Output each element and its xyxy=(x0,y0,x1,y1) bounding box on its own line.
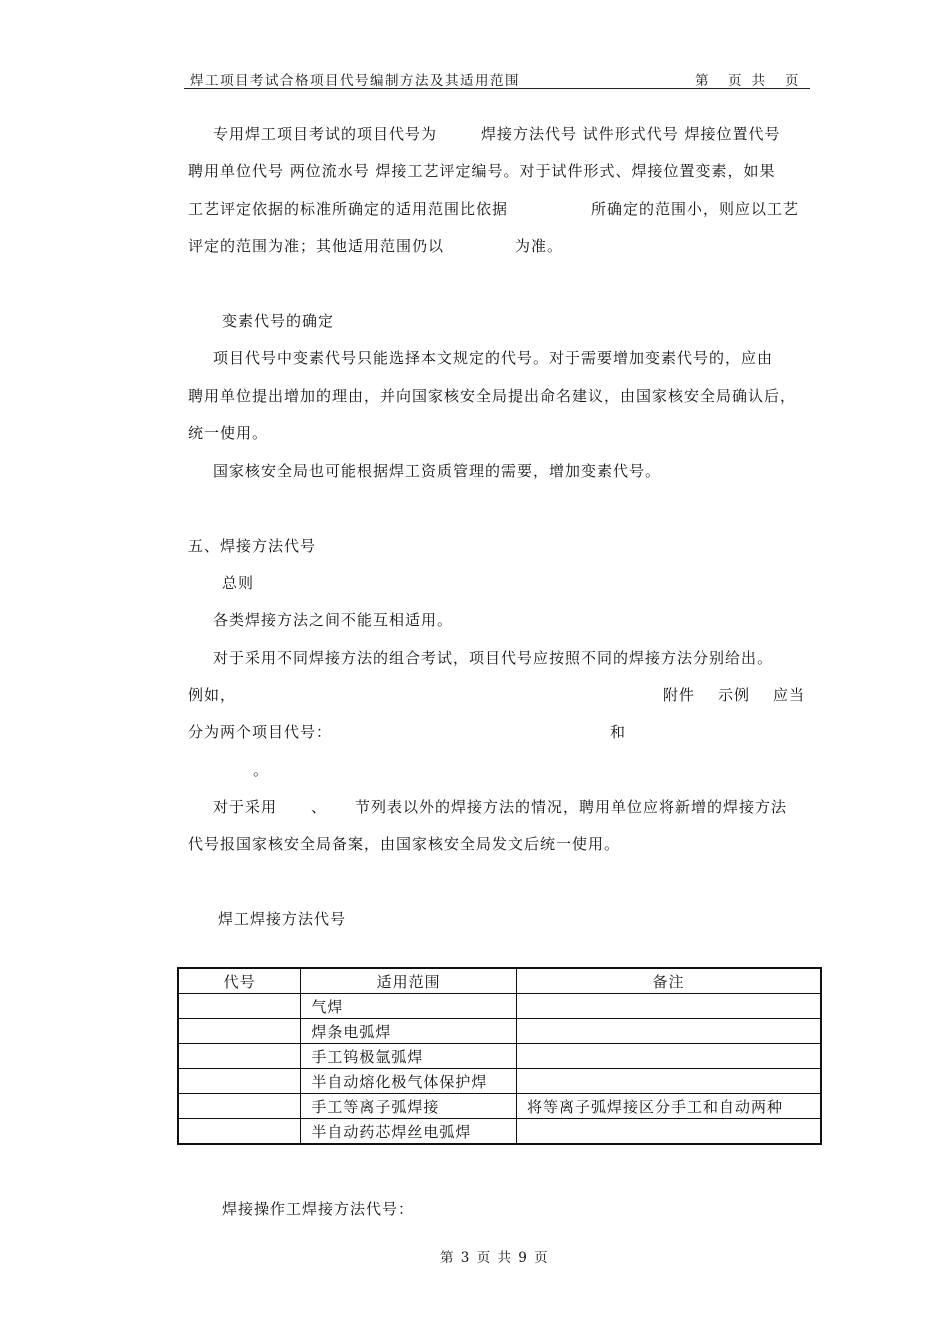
operator-caption: 焊接操作工焊接方法代号： xyxy=(222,1200,415,1218)
header-title: 焊工项目考试合格项目代号编制方法及其适用范围 xyxy=(190,73,520,89)
section5-p2-line2d: 应当 xyxy=(773,686,806,704)
table-cell-note xyxy=(516,1069,821,1094)
table-cell-note xyxy=(516,994,821,1019)
table-header-note: 备注 xyxy=(516,968,821,994)
variables-p1-line3: 统一使用。 xyxy=(188,424,269,442)
footer-page-number: 3 xyxy=(460,1250,471,1266)
header-page-part3: 页 xyxy=(785,73,800,89)
table-cell-scope: 半自动药芯焊丝电弧焊 xyxy=(301,1119,517,1145)
section5-heading: 五、焊接方法代号 xyxy=(188,537,317,555)
table-cell-scope: 手工等离子弧焊接 xyxy=(301,1094,517,1119)
table-row xyxy=(178,1069,821,1094)
section5-p3-line1b: 、 xyxy=(311,798,328,816)
footer-suffix: 页 xyxy=(534,1250,550,1266)
variables-p2: 国家核安全局也可能根据焊工资质管理的需要，增加变素代号。 xyxy=(213,462,662,480)
welding-method-table xyxy=(177,967,822,1145)
table-cell-code xyxy=(178,1119,301,1145)
table-cell-note xyxy=(516,1044,821,1069)
footer-total-pages: 9 xyxy=(518,1250,529,1266)
variables-p1-line1: 项目代号中变素代号只能选择本文规定的代号。对于需要增加变素代号的，应由 xyxy=(213,349,774,367)
section5-p3-line1c: 节列表以外的焊接方法的情况，聘用单位应将新增的焊接方法 xyxy=(355,798,788,816)
intro-line1a: 专用焊工项目考试的项目代号为 xyxy=(213,125,438,143)
table-caption: 焊工焊接方法代号 xyxy=(218,910,347,928)
table-cell-code xyxy=(178,1069,301,1094)
intro-line4b: 为准。 xyxy=(515,237,564,255)
table-cell-scope: 手工钨极氩弧焊 xyxy=(301,1044,517,1069)
table-cell-scope: 气焊 xyxy=(301,994,517,1019)
table-cell-note xyxy=(516,1019,821,1044)
intro-line3b: 所确定的范围小，则应以工艺 xyxy=(591,200,800,218)
table-cell-code xyxy=(178,1094,301,1119)
intro-line3a: 工艺评定依据的标准所确定的适用范围比依据 xyxy=(188,200,509,218)
footer-prefix: 第 xyxy=(440,1250,455,1266)
intro-line2: 聘用单位代号 两位流水号 焊接工艺评定编号。对于试件形式、焊接位置变素，如果 xyxy=(188,162,776,180)
section5-p2-line4: 。 xyxy=(253,761,270,779)
table-header-row xyxy=(178,968,821,994)
section5-p2-line1: 对于采用不同焊接方法的组合考试，项目代号应按照不同的焊接方法分别给出。 xyxy=(213,649,774,667)
table-row xyxy=(178,994,821,1019)
intro-line1b: 焊接方法代号 试件形式代号 焊接位置代号 xyxy=(481,125,781,143)
table-row xyxy=(178,1094,821,1119)
table-cell-note xyxy=(516,1119,821,1145)
table-row xyxy=(178,1044,821,1069)
header-rule xyxy=(184,88,810,89)
page-footer xyxy=(440,1248,549,1268)
table-header-scope: 适用范围 xyxy=(301,968,517,994)
section5-p3-line1a: 对于采用 xyxy=(213,798,278,816)
intro-line4a: 评定的范围为准；其他适用范围仍以 xyxy=(188,237,445,255)
table-cell-code xyxy=(178,1044,301,1069)
section5-p2-line2a: 例如， xyxy=(188,686,237,704)
variables-heading: 变素代号的确定 xyxy=(222,312,335,330)
table-cell-note: 将等离子弧焊接区分手工和自动两种 xyxy=(516,1094,821,1119)
section5-subheading: 总则 xyxy=(222,574,255,592)
table-cell-code xyxy=(178,994,301,1019)
section5-p2-line2b: 附件 xyxy=(663,686,696,704)
table-row xyxy=(178,1019,821,1044)
section5-p2-line3b: 和 xyxy=(610,723,627,741)
table-cell-scope: 半自动熔化极气体保护焊 xyxy=(301,1069,517,1094)
section5-p2-line3a: 分为两个项目代号： xyxy=(188,723,333,741)
section5-p1: 各类焊接方法之间不能互相适用。 xyxy=(213,611,454,629)
table-cell-code xyxy=(178,1019,301,1044)
footer-mid: 页 共 xyxy=(476,1250,513,1266)
table-header-code: 代号 xyxy=(178,968,301,994)
header-page-part1: 第 xyxy=(695,73,710,89)
header-page-part2: 页共 xyxy=(728,73,775,89)
section5-p2-line2c: 示例 xyxy=(718,686,751,704)
table-row xyxy=(178,1119,821,1145)
variables-p1-line2: 聘用单位提出增加的理由，并向国家核安全局提出命名建议，由国家核安全局确认后， xyxy=(188,387,797,405)
section5-p3-line2: 代号报国家核安全局备案，由国家核安全局发文后统一使用。 xyxy=(188,835,621,853)
table-cell-scope: 焊条电弧焊 xyxy=(301,1019,517,1044)
